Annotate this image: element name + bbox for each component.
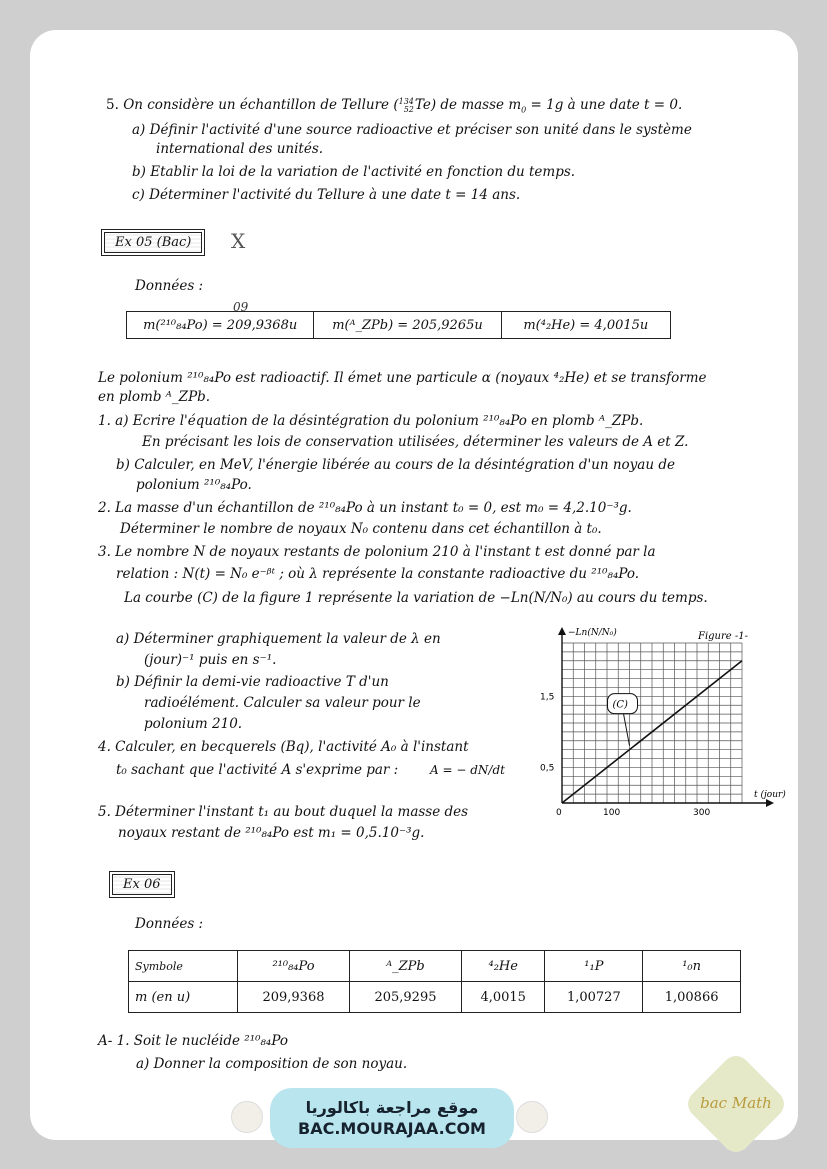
- table-cell: 209,9368: [238, 982, 350, 1013]
- table-header-cell: ²¹⁰₈₄Po: [238, 951, 350, 982]
- ex05-cell-po: m(²¹⁰₈₄Po) = 209,9368u: [127, 312, 314, 339]
- q5c: c) Déterminer l'activité du Tellure à une date t = 14 ans.: [132, 187, 521, 203]
- site-logo-left-icon: [231, 1101, 263, 1133]
- ex05-q2-line2: Déterminer le nombre de noyaux N₀ contenu dans cet échantillon à t₀.: [120, 521, 602, 537]
- ex05-q2-line1: 2. La masse d'un échantillon de ²¹⁰₈₄Po à un instant t₀ = 0, est m₀ = 4,2.10⁻³g.: [98, 500, 632, 516]
- ex05-title-box: Ex 05 (Bac): [104, 232, 202, 253]
- table-row: [129, 951, 741, 982]
- table-header-cell: ¹₁P: [545, 951, 643, 982]
- ex06-donnees: Données :: [135, 916, 204, 932]
- x-tick-label: 300: [693, 808, 711, 818]
- ex05-q3b-line3: polonium 210.: [144, 716, 243, 732]
- ex06-a1: A- 1. Soit le nucléide ²¹⁰₈₄Po: [98, 1033, 289, 1049]
- x-tick-label: 0: [556, 808, 562, 818]
- table-cell: 205,9295: [349, 982, 461, 1013]
- chart-title: Figure -1-: [698, 631, 748, 642]
- table-cell: 1,00727: [545, 982, 643, 1013]
- ex05-q3-line1: 3. Le nombre N de noyaux restants de polonium 210 à l'instant t est donné par la: [98, 544, 656, 560]
- x-axis-arrow: [766, 799, 774, 807]
- y-axis-arrow: [558, 627, 566, 635]
- table-header-cell: ¹₀n: [643, 951, 741, 982]
- ex05-data-table: [126, 311, 671, 339]
- ex05-q1a-line2: En précisant les lois de conservation utilisées, déterminer les valeurs de A et Z.: [142, 434, 689, 450]
- table-header-cell: ᴬ_ZPb: [349, 951, 461, 982]
- table-row: [129, 982, 741, 1013]
- ex05-q4-line2: t₀ sachant que l'activité A s'exprime par :: [116, 762, 399, 778]
- bacmath-badge-text: bac Math: [700, 1094, 772, 1112]
- ex05-q5-line2: noyaux restant de ²¹⁰₈₄Po est m₁ = 0,5.10⁻³g.: [118, 825, 425, 841]
- ex06-title-box: Ex 06: [112, 874, 172, 895]
- ex05-cell-pb: m(ᴬ_ZPb) = 205,9265u: [314, 312, 501, 339]
- figure-1-chart: [530, 615, 800, 825]
- ex05-q3b-line2: radioélément. Calculer sa valeur pour le: [144, 695, 421, 711]
- ex05-q1a-line1: 1. a) Ecrire l'équation de la désintégration du polonium ²¹⁰₈₄Po en plomb ᴬ_ZPb.: [98, 413, 644, 429]
- ex05-q3-line2: relation : N(t) = N₀ e⁻ᵝᵗ ; où λ représente la constante radioactive du ²¹⁰₈₄Po.: [116, 566, 640, 582]
- ex06-data-table: [128, 950, 741, 1013]
- ex05-cell-he: m(⁴₂He) = 4,0015u: [501, 312, 670, 339]
- site-name-arabic: موقع مراجعة باكالوريا: [305, 1098, 479, 1117]
- ex05-q4-line1: 4. Calculer, en becquerels (Bq), l'activité A₀ à l'instant: [98, 739, 469, 755]
- site-logo-right-icon: [516, 1101, 548, 1133]
- ex05-q1b-line1: b) Calculer, en MeV, l'énergie libérée au cours de la désintégration d'un noyau de: [116, 457, 675, 473]
- ex05-q1b-line2: polonium ²¹⁰₈₄Po.: [136, 477, 252, 493]
- handwritten-annotation: 09: [233, 300, 249, 314]
- ex05-q5-line1: 5. Déterminer l'instant t₁ au bout duquel la masse des: [98, 804, 469, 820]
- x-tick-label: 100: [603, 808, 621, 818]
- table-header-cell: Symbole: [129, 951, 238, 982]
- cross-mark: X: [231, 229, 246, 253]
- site-url[interactable]: BAC.MOURAJAA.COM: [298, 1119, 486, 1138]
- y-axis-label: −Ln(N/N₀): [568, 628, 617, 638]
- ex05-q3-line3: La courbe (C) de la figure 1 représente la variation de −Ln(N/N₀) au cours du temps.: [124, 590, 708, 606]
- ex05-q3a-line1: a) Déterminer graphiquement la valeur de λ en: [116, 631, 441, 647]
- site-banner[interactable]: [270, 1088, 514, 1148]
- table-cell: 4,0015: [461, 982, 545, 1013]
- ex05-intro-line2: en plomb ᴬ_ZPb.: [98, 389, 211, 405]
- x-axis-label: t (jour): [754, 790, 786, 800]
- table-header-cell: ⁴₂He: [461, 951, 545, 982]
- q5a-line2: international des unités.: [156, 141, 324, 157]
- y-tick-label: 1,5: [540, 692, 555, 703]
- q5-heading: 5. On considère un échantillon de Tellure (134 52Te) de masse $m_0 = 1g$ à une date t = 0.: [106, 96, 683, 115]
- ex05-donnees: Données :: [135, 278, 204, 294]
- table-row-label: m (en u): [129, 982, 238, 1013]
- curve-label: (C): [612, 699, 628, 711]
- ex05-intro-line1: Le polonium ²¹⁰₈₄Po est radioactif. Il émet une particule α (noyaux ⁴₂He) et se transforme: [98, 370, 707, 386]
- ex05-q3b-line1: b) Définir la demi-vie radioactive T d'un: [116, 674, 389, 690]
- q5b: b) Etablir la loi de la variation de l'activité en fonction du temps.: [132, 164, 576, 180]
- ex05-q4-formula: A = − dN/dt: [430, 763, 505, 777]
- table-cell: 1,00866: [643, 982, 741, 1013]
- ex06-a1a: a) Donner la composition de son noyau.: [136, 1056, 408, 1072]
- y-tick-label: 0,5: [540, 763, 555, 774]
- ex05-q3a-line2: (jour)⁻¹ puis en s⁻¹.: [144, 652, 277, 668]
- q5a-line1: a) Définir l'activité d'une source radioactive et préciser son unité dans le système: [132, 122, 692, 138]
